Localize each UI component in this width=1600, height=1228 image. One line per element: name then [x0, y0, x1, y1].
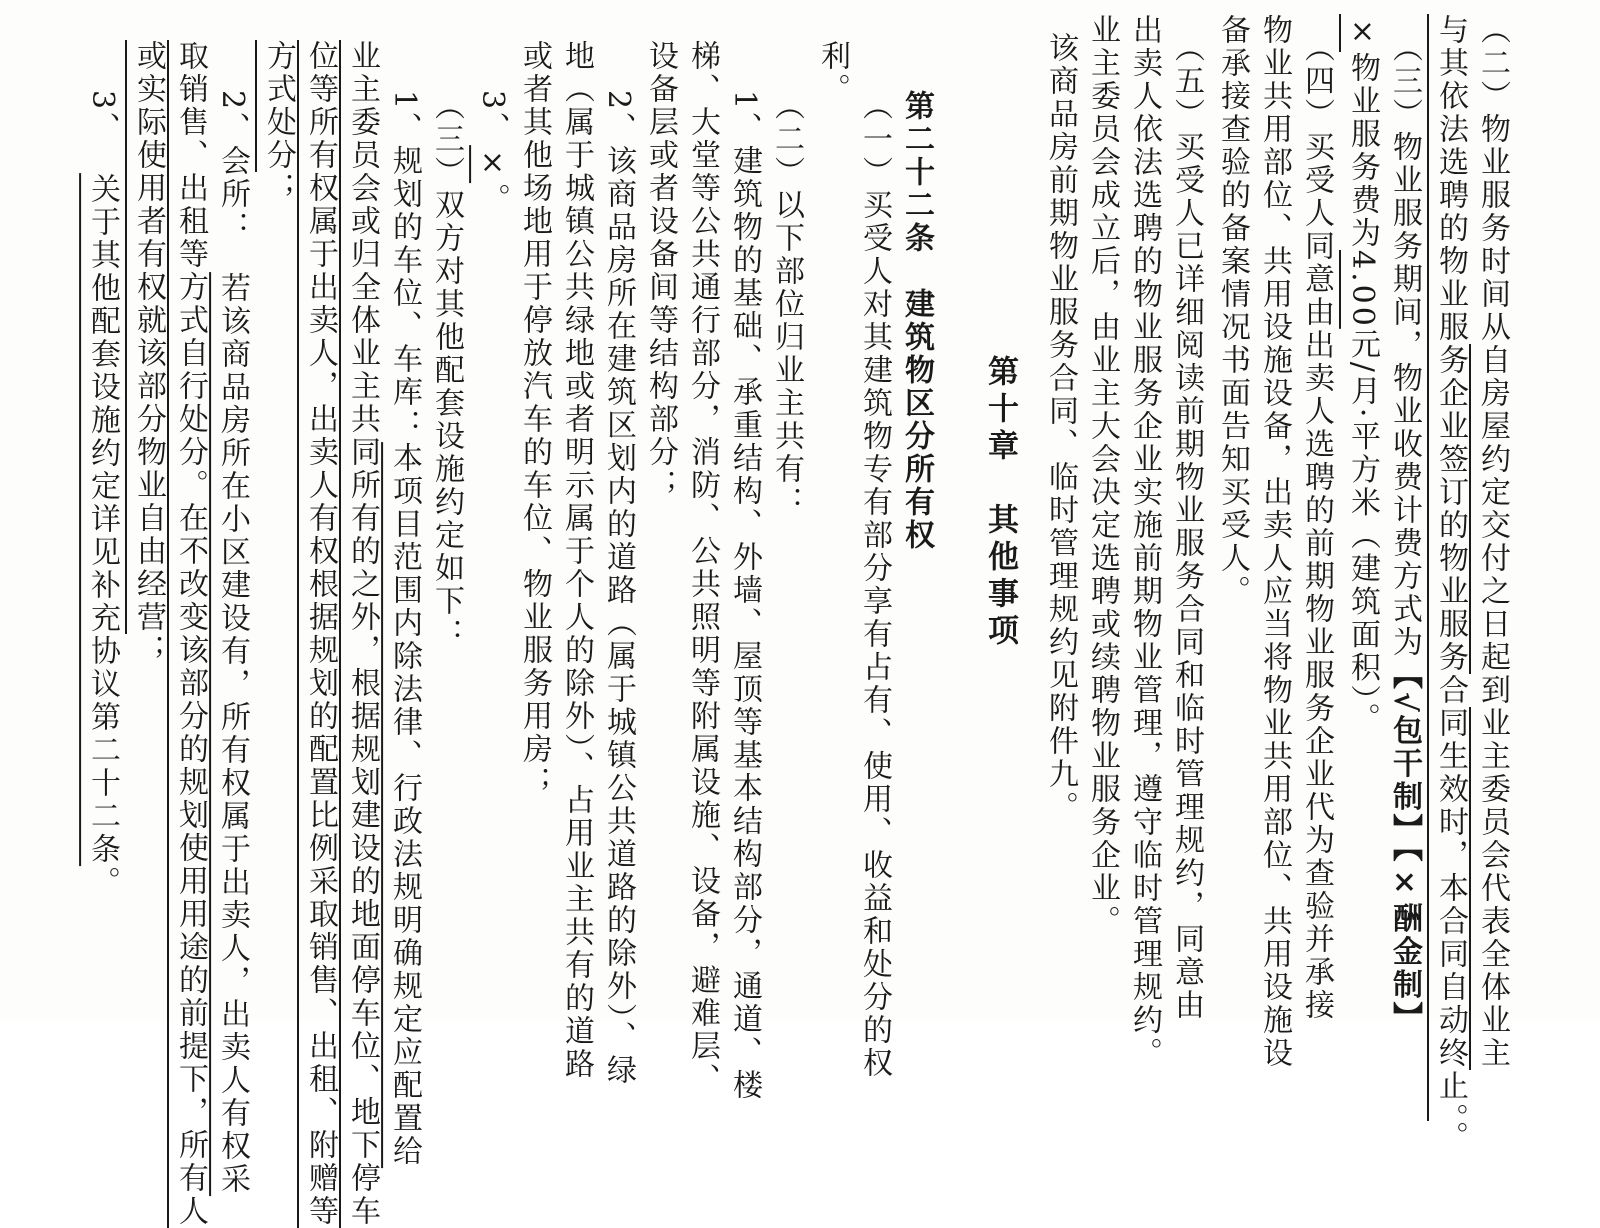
common-parts-text-6: 或者其他场地用于停放汽车的车位、物业服务用房； — [517, 40, 552, 799]
agreement-text-4: 该商品房前期物业服务合同、临时管理规约见附件九。 — [1043, 32, 1078, 824]
service-start-blank: 自房屋约定交付之日起 — [1475, 344, 1510, 674]
clubhouse-text-3: 或实际使用者有权就该部分物业自由经营 — [131, 40, 166, 634]
ownership-text-2: 利。 — [815, 40, 850, 106]
fee-method-label: （三）物业服务期间，物业收费计费方式为 — [1387, 32, 1422, 659]
fee-blank-mark: × — [1345, 14, 1380, 52]
facilities-heading — [428, 90, 464, 651]
parking-text-1: 本项目范围内除法律、行政法规明确规定应配置给 — [387, 442, 422, 1169]
option-lump-sum: 【√包干制】 — [1387, 659, 1422, 847]
fee-unit: 元/月·平方米（建筑面积）。 — [1345, 328, 1380, 736]
paragraph-agreement-line1 — [1168, 14, 1204, 1022]
parking-text-4: 方式处分 — [261, 40, 296, 172]
other-facilities-label: 3、 — [85, 90, 120, 146]
inspection-text-1: （四）买受人同意由出卖人选聘的前期物业服务企业代为查验并承接 — [1299, 32, 1334, 1022]
facilities-item1-line4 — [260, 40, 296, 205]
paragraph-inspection-line3 — [1214, 14, 1250, 608]
fee-value: 4.00 — [1345, 250, 1380, 329]
paragraph-agreement-line4 — [1042, 14, 1078, 824]
common-parts-item3 — [474, 90, 510, 216]
common-parts-text-5: 地（属于城镇公共绿地或者明示属于个人的除外）、占用业主共有的道路 — [559, 40, 594, 1081]
article-title: 第二十二条 建筑物区分所有权 — [899, 90, 934, 552]
inspection-text-3: 备承接查验的备案情况书面告知买受人。 — [1215, 14, 1250, 608]
common-parts-line2 — [684, 40, 720, 1096]
common-parts-heading-text: （二）以下部位归业主共有： — [769, 90, 804, 519]
parking-label: 1、规划的车位、车库： — [387, 90, 422, 443]
paragraph-inspection-line2 — [1256, 14, 1292, 1070]
common-parts-text-2: 梯、大堂等公共通行部分，消防、公共照明等附属设施、设备，避难层、 — [685, 40, 720, 1096]
facilities-item1 — [386, 90, 422, 1168]
common-parts-line4 — [600, 90, 636, 1087]
paragraph-service-period — [1474, 14, 1510, 1070]
chapter-title: 第十章 其他事项 — [982, 355, 1018, 651]
agreement-text-2: 出卖人依法选聘的物业服务企业实施前期物业管理，遵守临时管理规约。 — [1127, 14, 1162, 1070]
facilities-item3 — [84, 90, 120, 899]
agreement-text-1: （五）买受人已详细阅读前期物业服务合同和临时管理规约，同意由 — [1169, 32, 1204, 1022]
common-parts-line5 — [558, 40, 594, 1081]
paragraph-fee-method — [1386, 14, 1422, 1035]
ownership-text-1: （一）买受人对其建筑物专有部分享有占有、使用、收益和处分的权 — [857, 90, 892, 1080]
common-parts-heading — [768, 90, 804, 519]
common-parts-text-1: 1、建筑物的基础、承重结构、外墙、屋顶等基本结构部分，通道、楼 — [727, 90, 762, 1103]
item3-blank: × — [475, 145, 510, 184]
facilities-item2-line3 — [130, 40, 166, 667]
common-parts-text-3: 设备层或者设备间等结构部分； — [643, 40, 678, 502]
parking-end: ； — [261, 172, 296, 205]
common-parts-line6 — [516, 40, 552, 799]
common-parts-line3 — [642, 40, 678, 502]
other-facilities-text: 关于其他配套设施约定详见补充协议第二十二条 — [85, 173, 120, 867]
paragraph-inspection-line1 — [1298, 14, 1334, 1022]
clubhouse-end: ； — [131, 634, 166, 667]
agreement-text-3: 业主委员会成立后，由业主大会决定选聘或续聘物业服务企业。 — [1085, 14, 1120, 938]
service-period-connector: 到 — [1475, 674, 1510, 707]
facilities-item2 — [214, 90, 250, 1196]
paragraph-agreement-line3 — [1084, 14, 1120, 938]
facilities-item1-line2 — [344, 40, 380, 1228]
fee-label: 物业服务费为 — [1345, 52, 1380, 250]
facilities-heading-text: （三）双方对其他配套设施约定如下： — [429, 90, 464, 651]
common-parts-line1 — [726, 90, 762, 1102]
clubhouse-text-1: 若该商品房所在小区建设有，所有权属于出卖人，出卖人有权采 — [215, 272, 250, 1197]
ownership-line1 — [856, 90, 892, 1080]
clubhouse-text-2: 取销售、出租等方式自行处分。在不改变该部分的规划使用用途的前提下，所有人 — [173, 40, 208, 1228]
clubhouse-label: 2、会所： — [215, 90, 250, 245]
service-end-blank: 业主委员会代表全体业主 — [1475, 707, 1510, 1070]
service-end-blank-cont: 与其依法选聘的物业服务企业签订的物业服务合同生效时，本合同自动终止。 — [1433, 14, 1468, 1121]
option-commission: 【×酬金制】 — [1387, 846, 1422, 1035]
service-period-prefix: （二）物业服务时间从 — [1475, 14, 1510, 344]
item3-end: 。 — [475, 183, 510, 217]
paragraph-fee-amount — [1344, 14, 1380, 735]
facilities-item2-line2 — [172, 40, 208, 1228]
facilities-item1-line3 — [302, 40, 338, 1228]
inspection-text-2: 物业共用部位、共用设施设备，出卖人应当将物业共用部位、共用设施设 — [1257, 14, 1292, 1070]
paragraph-service-period-line2 — [1432, 14, 1468, 1154]
common-parts-text-4: 2、该商品房所在建筑区划内的道路（属于城镇公共道路的除外）、绿 — [601, 90, 636, 1088]
item3-label: 3、 — [475, 90, 510, 146]
ownership-line2 — [814, 40, 850, 106]
service-period-suffix: 。 — [1433, 1121, 1468, 1154]
paragraph-agreement-line2 — [1126, 14, 1162, 1070]
other-facilities-end: 。 — [85, 866, 120, 900]
parking-text-2: 业主委员会或归全体业主共同所有的之外，根据规划建设的地面停车位、地下停车 — [345, 40, 380, 1228]
parking-text-3: 位等所有权属于出卖人，出卖人有权根据规划的配置比例采取销售、出租、附赠等 — [303, 40, 338, 1228]
